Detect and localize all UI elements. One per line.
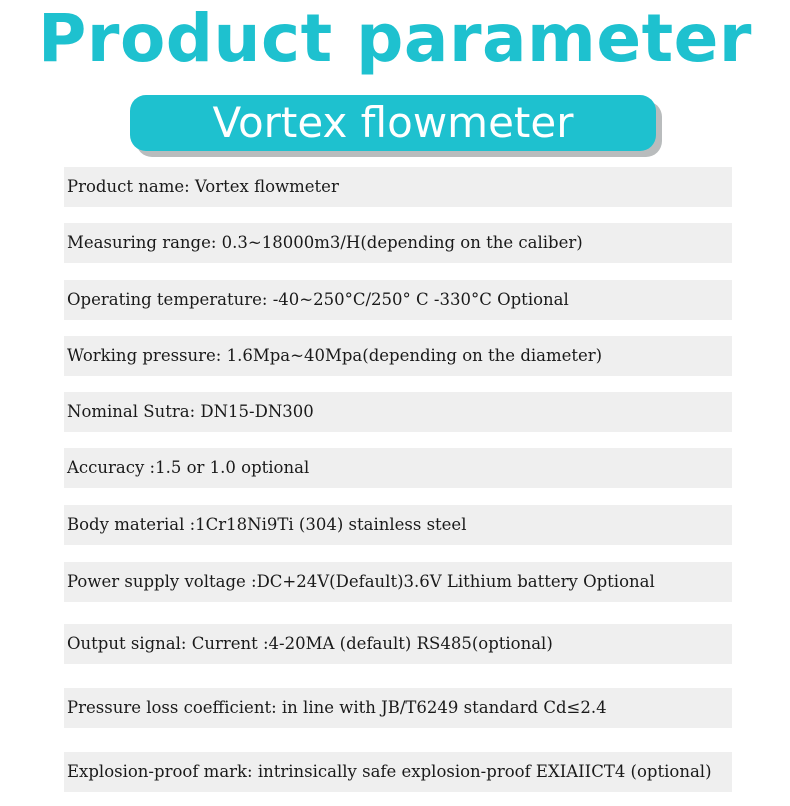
- parameter-row-explosion-proof: Explosion-proof mark: intrinsically safe explosion-proof EXIAIICT4 (optional): [64, 752, 732, 792]
- parameter-row-output-signal: Output signal: Current :4-20MA (default) RS485(optional): [64, 624, 732, 664]
- parameter-row-body-material: Body material :1Cr18Ni9Ti (304) stainless steel: [64, 505, 732, 545]
- parameter-row-measuring-range: Measuring range: 0.3~18000m3/H(depending on the caliber): [64, 223, 732, 263]
- parameter-row-product-name: Product name: Vortex flowmeter: [64, 167, 732, 207]
- product-banner: Vortex flowmeter: [130, 95, 656, 151]
- parameter-row-working-pressure: Working pressure: 1.6Mpa~40Mpa(depending on the diameter): [64, 336, 732, 376]
- page-title: Product parameter: [38, 0, 752, 77]
- parameter-row-pressure-loss: Pressure loss coefficient: in line with JB/T6249 standard Cd≤2.4: [64, 688, 732, 728]
- parameter-row-operating-temperature: Operating temperature: -40~250°C/250° C -330°C Optional: [64, 280, 732, 320]
- parameter-row-accuracy: Accuracy :1.5 or 1.0 optional: [64, 448, 732, 488]
- parameter-row-nominal-size: Nominal Sutra: DN15-DN300: [64, 392, 732, 432]
- parameter-row-power-supply: Power supply voltage :DC+24V(Default)3.6V Lithium battery Optional: [64, 562, 732, 602]
